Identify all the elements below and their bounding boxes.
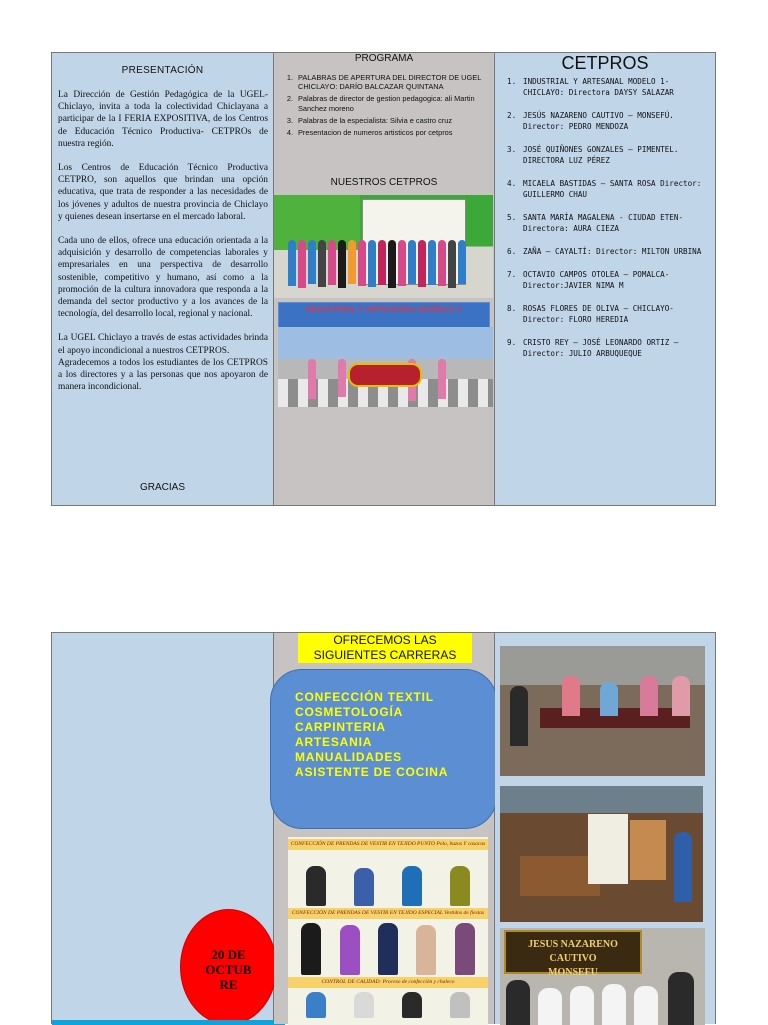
blue-strip [52,1020,285,1025]
career-item: ASISTENTE DE COCINA [295,765,449,779]
photos-column [495,633,715,1024]
presentacion-paragraph: Agradecemos a todos los estudiantes de los CETPROS a los directores y a las personas que nos apoyaron de manera incondicional. [58,357,268,393]
list-item: 4. Presentacion de numeros artisticos por cetpros [286,128,453,138]
modelo-banner-label: INDUSTRIAL Y ARTESANAL MODELO 1 [278,302,490,328]
school-banner: JESUS NAZARENO CAUTIVO MONSEFU [504,930,642,974]
cetpros-column [495,53,715,505]
presentacion-body [58,89,268,405]
gracias-text: GRACIAS [139,482,185,493]
brochure-back-panel [51,632,716,1024]
cetpros-title: CETPROS [561,53,649,73]
careers-box [270,669,497,829]
list-item: 5. SANTA MARÍA MAGALENA - CIUDAD ETEN-Directora: AURA CIEZA [507,213,684,233]
carreras-column [274,633,495,1024]
list-item: 6. ZAÑA – CAYALTÍ: Director: MILTON URBINA [507,247,702,256]
nuestros-cetpros-subtitle: NUESTROS CETPROS [330,177,438,188]
group-photo [274,195,493,298]
career-item: CARPINTERIA [295,720,386,734]
cetpros-list [507,76,709,371]
presentacion-paragraph: La Dirección de Gestión Pedagógica de la UGEL- Chiclayo, invita a toda la colectividad Chiclayana a participar de la I FERIA EXPOSITIVA, de los Centros de Educación Técnico Productiva- CETPROs de nuestra región. [58,90,268,149]
list-item: 9. CRISTO REY – JOSÉ LEONARDO ORTIZ – Director: JULIO ARBUQUEQUE [507,338,679,358]
cover-column [52,633,274,1024]
list-item: 2. JESÚS NAZARENO CAUTIVO – MONSEFÚ. Director: PEDRO MENDOZA [507,111,674,131]
career-item: CONFECCIÓN TEXTIL [295,690,434,704]
career-item: MANUALIDADES [295,750,402,764]
presentacion-paragraph: Cada uno de ellos, ofrece una educación orientada a la adquisición y desarrollo de competencias laborales y empresariales en una perspectiva de desarrollo sostenible, competitivo y humano, así como a la promoción de la cultura innovadora que responda a la demanda del sector productivo y a los avances de la tecnología, del desarrollo local, regional y nacional. [58,236,268,320]
meeting-photo [500,646,705,776]
catalog-heading: CONFECCIÓN DE PRENDAS DE VESTIR EN TEJIDO PUNTO Polo, buzos Y casacas [288,839,488,850]
presentacion-paragraph: Los Centros de Educación Técnico Productiva CETPRO, son aquellos que brindan una opción educativa, que trata de responder a las necesidades de los jóvenes y adultos de nuestra provincia de Chiclayo y quienes desean insertarse en el mercado laboral. [58,163,268,222]
brochure-front-panel [51,52,716,506]
catalog-heading: CONTROL DE CALIDAD: Proceso de confección y chaleco [288,977,488,988]
catalog-heading: CONFECCIÓN DE PRENDAS DE VESTIR EN TEJIDO ESPECIAL Vestidos de fiestas [288,908,488,919]
list-item: 3. JOSÉ QUIÑONES GONZALES – PIMENTEL. DIRECTORA LUZ PÉREZ [507,145,679,165]
programa-column [274,53,495,505]
list-item: 2. Palabras de director de gestion pedagogica: ali Martin Sanchez moreno [286,94,475,113]
parade-photo [278,327,493,407]
career-item: COSMETOLOGÍA [295,705,404,719]
presentacion-paragraph: La UGEL Chiclayo a través de estas actividades brinda el apoyo incondicional a nuestros CETPROS. [58,333,268,356]
list-item: 8. ROSAS FLORES DE OLIVA – CHICLAYO- Director: FLORO HEREDIA [507,304,674,324]
career-item: ARTESANIA [295,735,373,749]
list-item: 7. OCTAVIO CAMPOS OTOLEA – POMALCA- Director:JAVIER NIMA M [507,270,670,290]
list-item: 1. INDUSTRIAL Y ARTESANAL MODELO 1- CHICLAYO: Directora DAYSY SALAZAR [507,77,674,97]
programa-list [282,73,484,140]
carpentry-workshop-photo [500,786,703,922]
date-badge: 20 DE OCTUB RE [180,909,277,1025]
presentacion-column [52,53,274,505]
presentacion-title: PRESENTACIÓN [121,65,204,76]
list-item: 1. PALABRAS DE APERTURA DEL DIRECTOR DE UGEL CHICLAYO: DARÍO BALCAZAR QUINTANA [286,73,482,92]
programa-title: PROGRAMA [354,53,414,64]
parade-banner [348,363,422,387]
chefs-photo [500,928,705,1025]
clothing-catalog-image [288,837,488,1025]
ofrecemos-title: OFRECEMOS LAS SIGUIENTES CARRERAS [298,633,472,663]
list-item: 4. MICAELA BASTIDAS – SANTA ROSA Director: GUILLERMO CHAU [507,179,702,199]
list-item: 3. Palabras de la especialista: Silvia e castro cruz [286,115,453,125]
